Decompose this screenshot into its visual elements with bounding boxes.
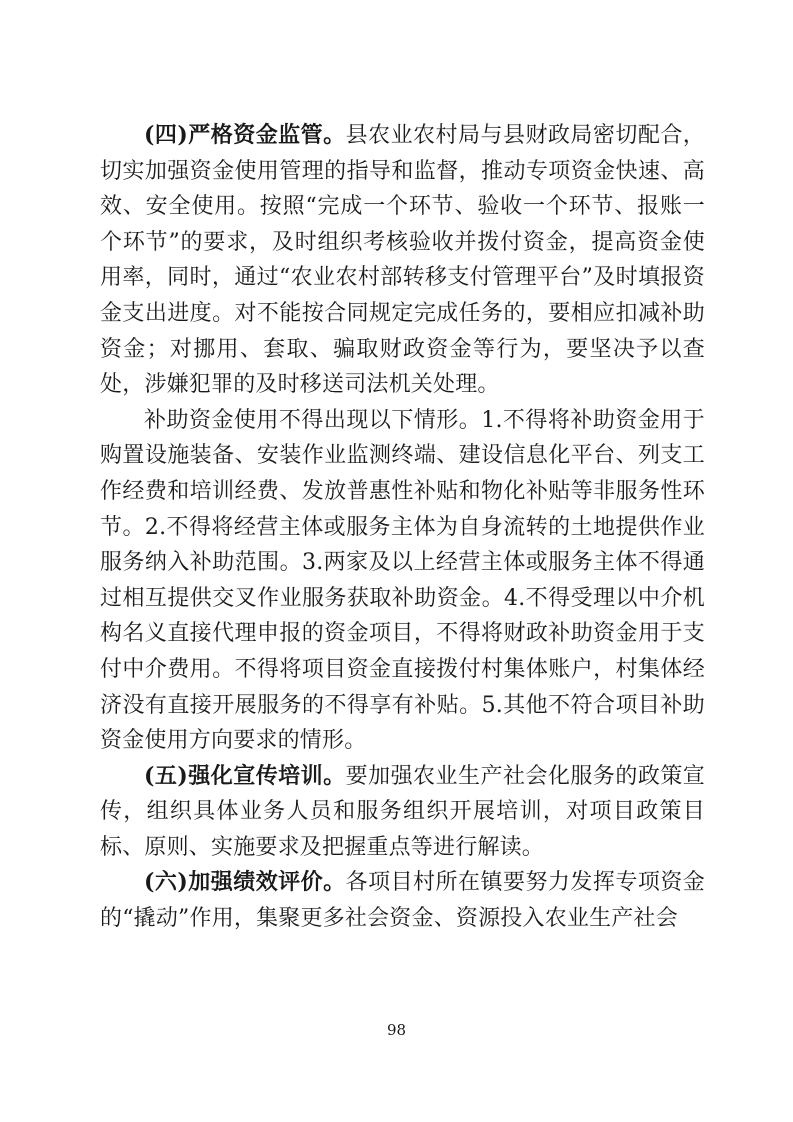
paragraph-text: 各项目村所在镇要努力发挥专项资金的“撬动”作用，集聚更多社会资金、资源投入农业生产社会	[100, 870, 705, 932]
paragraph-text: 要加强农业生产社会化服务的政策宣传，组织具体业务人员和服务组织开展培训，对项目政策目标、原则、实施要求及把握重点等进行解读。	[100, 763, 705, 860]
paragraph-fund-supervision	[100, 118, 705, 403]
page-number: 98	[386, 1021, 407, 1039]
paragraph-text: 县农业农村局与县财政局密切配合，切实加强资金使用管理的指导和监督，推动专项资金快速、高效、安全使用。按照“完成一个环节、验收一个环节、报账一个环节”的要求，及时组织考核验收并拨付资金，提高资金使用率，同时，通过“农业农村部转移支付管理平台”及时填报资金支出进度。对不能按合同规定完成任务的，要相应扣减补助资金；对挪用、套取、骗取财政资金等行为，要坚决予以查处，涉嫌犯罪的及时移送司法机关处理。	[100, 123, 705, 398]
paragraph-prohibited-uses	[100, 403, 705, 759]
paragraph-performance	[100, 865, 705, 936]
paragraph-text: 补助资金使用不得出现以下情形。1.不得将补助资金用于购置设施装备、安装作业监测终端、建设信息化平台、列支工作经费和培训经费、发放普惠性补贴和物化补贴等非服务性环节。2.不得将经营主体或服务主体为自身流转的土地提供作业服务纳入补助范围。3.两家及以上经营主体或服务主体不得通过相互提供交叉作业服务获取补助资金。4.不得受理以中介机构名义直接代理申报的资金项目，不得将财政补助资金用于支付中介费用。不得将项目资金直接拨付村集体账户，村集体经济没有直接开展服务的不得享有补贴。5.其他不符合项目补助资金使用方向要求的情形。	[100, 407, 705, 754]
document-body	[100, 118, 705, 937]
section-heading-4: (四)严格资金监管。	[144, 122, 346, 148]
paragraph-training	[100, 759, 705, 866]
section-heading-6: (六)加强绩效评价。	[144, 869, 346, 896]
section-heading-5: (五)强化宣传培训。	[144, 762, 346, 789]
